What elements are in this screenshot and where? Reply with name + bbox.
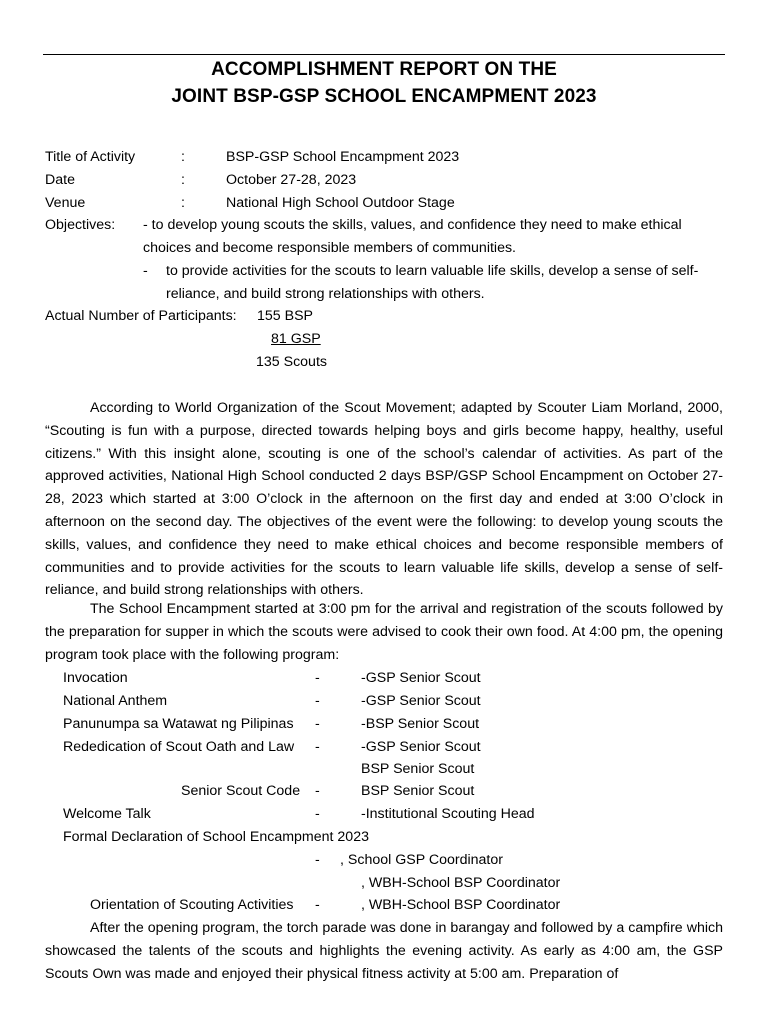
program-dash: - xyxy=(315,783,320,799)
program-item-invocation: Invocation xyxy=(63,670,128,686)
program-declaration-by-1: , School GSP Coordinator xyxy=(340,852,503,868)
program-anthem-by: -GSP Senior Scout xyxy=(361,693,481,709)
objective-2-line-1: to provide activities for the scouts to learn valuable life skills, develop a sense of self- xyxy=(166,263,699,279)
program-item-panunumpa: Panunumpa sa Watawat ng Pilipinas xyxy=(63,716,294,732)
program-item-rededication: Rededication of Scout Oath and Law xyxy=(63,739,295,755)
report-title-line1: ACCOMPLISHMENT REPORT ON THE xyxy=(211,59,557,80)
program-dash: - xyxy=(315,693,320,709)
program-item-declaration: Formal Declaration of School Encampment 2023 xyxy=(63,829,369,845)
program-welcome-by: -Institutional Scouting Head xyxy=(361,806,535,822)
program-dash: - xyxy=(315,739,320,755)
participants-bsp: 155 BSP xyxy=(257,308,314,324)
colon: : xyxy=(181,172,185,188)
venue-value: National High School Outdoor Stage xyxy=(226,195,455,211)
objective-2-dash: - xyxy=(143,263,148,279)
top-rule xyxy=(43,54,725,55)
program-dash: - xyxy=(315,670,320,686)
program-item-senior-code: Senior Scout Code xyxy=(181,783,301,799)
date-value: October 27-28, 2023 xyxy=(226,172,357,188)
participants-label: Actual Number of Participants: xyxy=(45,308,237,324)
venue-label: Venue xyxy=(45,195,86,211)
report-title-line2: JOINT BSP-GSP SCHOOL ENCAMPMENT 2023 xyxy=(171,86,597,107)
program-invocation-by: -GSP Senior Scout xyxy=(361,670,481,686)
objective-1-line-1: - to develop young scouts the skills, values, and confidence they need to make ethical xyxy=(143,217,682,233)
program-senior-code-by: BSP Senior Scout xyxy=(361,783,475,799)
program-item-orientation: Orientation of Scouting Activities xyxy=(90,897,294,913)
program-orientation-by: , WBH-School BSP Coordinator xyxy=(361,897,561,913)
program-declaration-by-2: , WBH-School BSP Coordinator xyxy=(361,875,561,891)
paragraph-3: After the opening program, the torch parade was done in barangay and followed by a campfire which showcased the talents of the scouts and highlights the evening activity. As early as 4:00 am, the GSP Scouts Own was made and enjoyed their physical fitness activity at 5:00 am. Preparation of xyxy=(45,920,723,982)
program-dash: - xyxy=(315,897,320,913)
program-rededication-by-1: -GSP Senior Scout xyxy=(361,739,481,755)
program-dash: - xyxy=(315,716,320,732)
participants-total: 135 Scouts xyxy=(256,354,327,370)
program-rededication-by-2: BSP Senior Scout xyxy=(361,761,475,777)
objective-1-line-2: choices and become responsible members of communities. xyxy=(143,240,516,256)
title-of-activity-label: Title of Activity xyxy=(45,149,136,165)
objectives-label: Objectives: xyxy=(45,217,116,233)
program-item-anthem: National Anthem xyxy=(63,693,168,709)
program-item-welcome: Welcome Talk xyxy=(63,806,151,822)
participants-gsp: 81 GSP xyxy=(271,331,321,347)
program-panunumpa-by: -BSP Senior Scout xyxy=(361,716,480,732)
objective-2-line-2: reliance, and build strong relationships with others. xyxy=(166,286,485,302)
colon: : xyxy=(181,149,185,165)
paragraph-2: The School Encampment started at 3:00 pm for the arrival and registration of the scouts followed by the preparation for supper in which the scouts were advised to cook their own food. At 4:00 pm, the opening program took place with the following program: xyxy=(45,601,723,663)
program-dash: - xyxy=(315,852,320,868)
title-of-activity-value: BSP-GSP School Encampment 2023 xyxy=(226,149,460,165)
date-label: Date xyxy=(45,172,75,188)
colon: : xyxy=(181,195,185,211)
paragraph-1: According to World Organization of the Scout Movement; adapted by Scouter Liam Morland, 2000, “Scouting is fun with a purpose, directed towards helping boys and girls become happy, healthy, useful citizens.” With this insight alone, scouting is one of the school’s calendar of activities. As part of the approved activities, National High School conducted 2 days BSP/GSP School Encampment on October 27-28, 2023 which started at 3:00 O’clock in the afternoon on the first day and ended at 3:00 O’clock in afternoon on the second day. The objectives of the event were the following: to develop young scouts the skills, values, and confidence they need to make ethical choices and become responsible members of communities and to provide activities for the scouts to learn valuable life skills, develop a sense of self-reliance, and build strong relationships with others. xyxy=(45,400,723,599)
program-dash: - xyxy=(315,806,320,822)
